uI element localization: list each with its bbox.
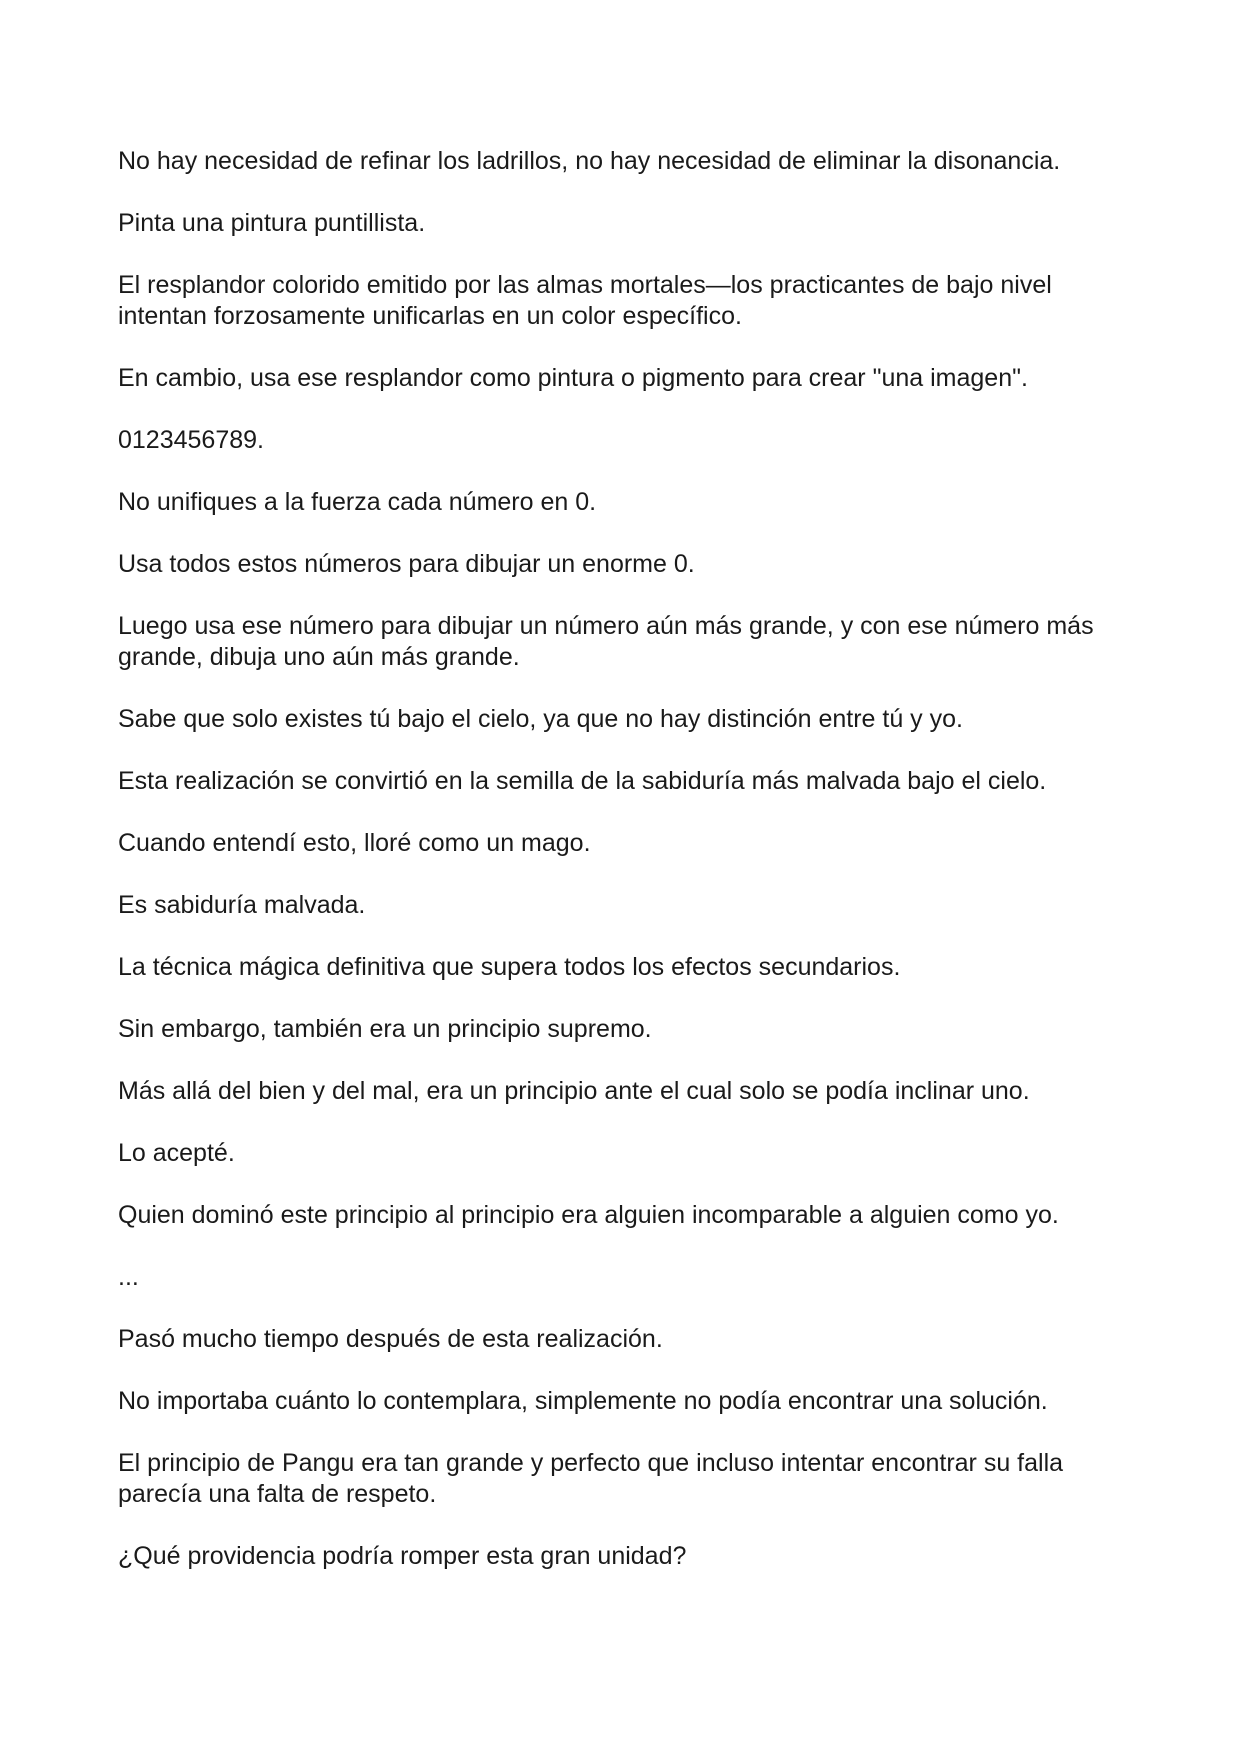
paragraph: Cuando entendí esto, lloré como un mago.	[118, 829, 591, 857]
paragraph: El principio de Pangu era tan grande y perfecto que incluso intentar encontrar su falla parecía una falta de respeto.	[118, 1449, 1064, 1508]
paragraph: No importaba cuánto lo contemplara, simplemente no podía encontrar una solución.	[118, 1387, 1048, 1415]
paragraph: Usa todos estos números para dibujar un enorme 0.	[118, 550, 695, 578]
paragraph: Más allá del bien y del mal, era un principio ante el cual solo se podía inclinar uno.	[118, 1077, 1030, 1105]
paragraph: Pasó mucho tiempo después de esta realización.	[118, 1325, 663, 1353]
paragraph: Luego usa ese número para dibujar un número aún más grande, y con ese número más grande, dibuja uno aún más grande.	[118, 612, 1094, 671]
paragraph: Es sabiduría malvada.	[118, 891, 366, 919]
paragraph: Pinta una pintura puntillista.	[118, 209, 426, 237]
document-body	[118, 146, 1128, 1603]
paragraph: No unifiques a la fuerza cada número en 0.	[118, 488, 597, 516]
paragraph: Sin embargo, también era un principio supremo.	[118, 1015, 652, 1043]
paragraph: Esta realización se convirtió en la semilla de la sabiduría más malvada bajo el cielo.	[118, 767, 1047, 795]
paragraph: Lo acepté.	[118, 1139, 235, 1167]
paragraph: Quien dominó este principio al principio era alguien incomparable a alguien como yo.	[118, 1201, 1059, 1229]
ellipsis-paragraph: ...	[118, 1263, 139, 1291]
paragraph: La técnica mágica definitiva que supera todos los efectos secundarios.	[118, 953, 901, 981]
paragraph: 0123456789.	[118, 426, 264, 454]
paragraph: En cambio, usa ese resplandor como pintura o pigmento para crear "una imagen".	[118, 364, 1028, 392]
paragraph: ¿Qué providencia podría romper esta gran unidad?	[118, 1542, 687, 1570]
paragraph: No hay necesidad de refinar los ladrillos, no hay necesidad de eliminar la disonancia.	[118, 147, 1061, 175]
paragraph: El resplandor colorido emitido por las almas mortales—los practicantes de bajo nivel intentan forzosamente unificarlas en un color específico.	[118, 271, 1052, 330]
paragraph: Sabe que solo existes tú bajo el cielo, ya que no hay distinción entre tú y yo.	[118, 705, 963, 733]
